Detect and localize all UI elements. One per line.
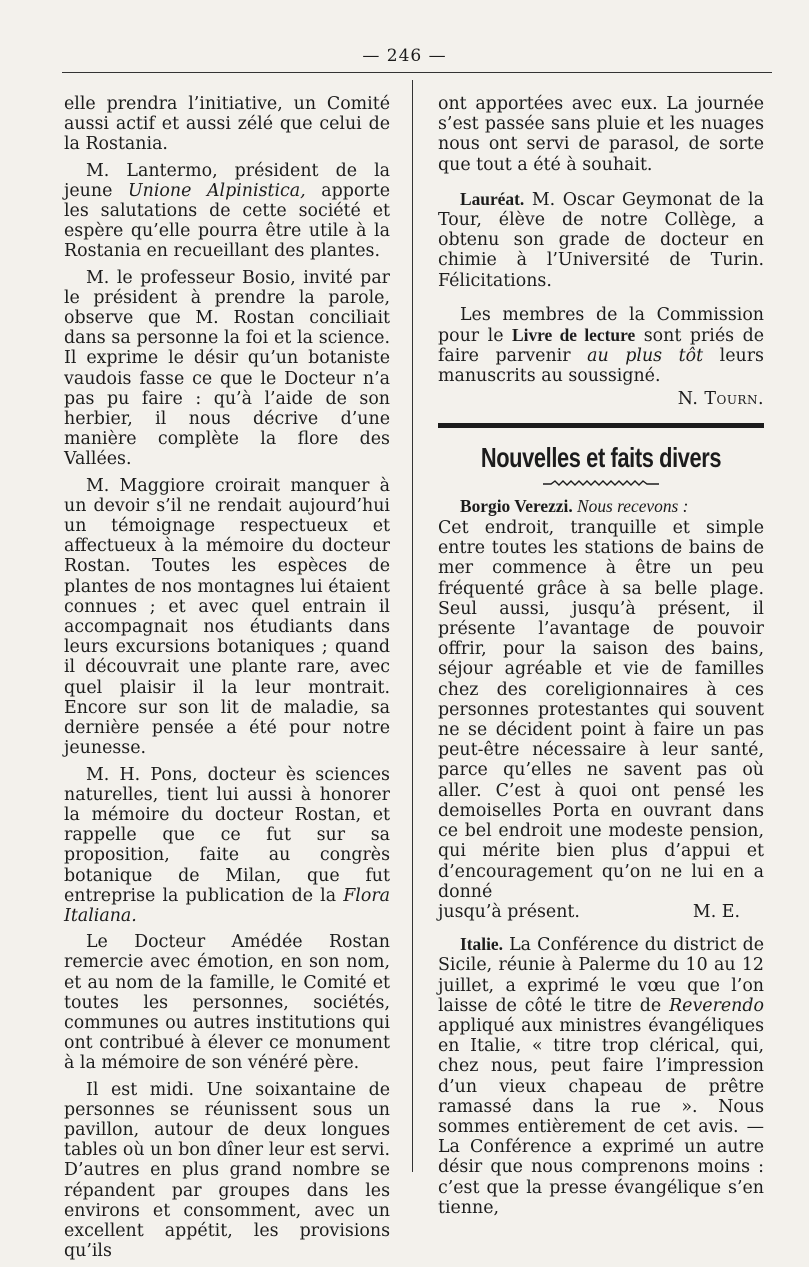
lantermo-text-end: apporte les salutations de cette société et espère qu’elle pourra être utile à la Rostania en recueillant des plantes. <box>64 180 390 262</box>
left-column <box>64 94 390 1267</box>
right-column <box>438 94 764 1224</box>
flourish-ornament <box>541 478 661 488</box>
signature-m-e: M. E. <box>692 901 740 922</box>
section-title: Nouvelles et faits divers <box>480 441 722 473</box>
lantermo-text-start: M. Lantermo, président de la jeune <box>64 160 390 201</box>
reverendo-italic: Reverendo <box>669 995 764 1016</box>
italie-text-start: La Conférence du district de Sicile, réunie à Palerme du 10 au 12 juillet, a exprimé le vœu que l’on laisse de côté le titre de <box>438 935 764 1016</box>
paragraph-bosio: M. le professeur Bosio, invité par le président à prendre la parole, observe que M. Rostan conciliait dans sa personne la foi et la science. Il exprime le désir qu’un botaniste vaudois fasse ce que le Docteur n’a pas pu faire : qu’à l’aide de son herbier, il nous décrive d’une manière complète la flore des Vallées. <box>64 267 390 470</box>
borgio-last-line: jusqu’à présent. <box>438 901 580 922</box>
borgio-text: Cet endroit, tranquille et simple entre toutes les stations de bains de mer commence à être un peu fréquenté grâce à sa belle plage. Seul aussi, jusqu’à présent, il présente l’avantage de pouvoir offrir, pour la saison des bains, séjour agréable et vie de familles chez des coreligionnaires à ces personnes protestantes qui souvent ne se décident point à faire un pas peut-être nécessaire à leur santé, parce qu’elles ne savent pas où aller. C’est à quoi ont pensé les demoiselles Porta en ouvrant dans ce bel endroit une modeste pension, qui mérite bien plus d’appui et d’encouragement qu’on ne lui en a donné <box>438 518 764 902</box>
livre-de-lecture-bold: Livre de lecture <box>512 325 636 346</box>
section-rule <box>438 423 764 428</box>
page-number: — 246 — <box>362 46 447 66</box>
commission-text-end: leurs manuscrits au soussigné. <box>438 346 764 387</box>
au-plus-tot-italic: au plus tôt <box>587 346 704 367</box>
italie-text-end: appliqué aux ministres évangéliques en Italie, « titre trop clérical, qui, chez nous, peut faire l’impression d’un vieux chapeau de prêtre ramassé dans la rue ». Nous sommes entièrement de cet avis. — La Conférence a exprimé un autre désir que nous comprenons moins : c’est que la presse évangélique s’en tienne, <box>438 1015 764 1218</box>
commission-text-start: Les membres de la Commission pour le <box>438 304 764 347</box>
signature-n-tourn: N. Tourn. <box>677 388 764 409</box>
borgio-closing-row <box>438 902 764 922</box>
paragraph-midi: Il est midi. Une soixantaine de personnes se réunissent sous un pavillon, autour de deux longues tables où un bon dîner leur est servi. D’autres en plus grand nombre se répandent par groupes dans les environs et consomment, avec un excellent appétit, les provisions qu’ils <box>64 1079 390 1262</box>
paragraph-amedee-rostan: Le Docteur Amédée Rostan remercie avec émotion, en son nom, et au nom de la famille, le Comité et toutes les personnes, sociétés, communes ou autres institutions qui ont contribué à élever ce monument à la mémoire de son vénéré père. <box>64 932 390 1074</box>
pons-text-start: M. H. Pons, docteur ès sciences naturelles, tient lui aussi à honorer la mémoire du docteur Rostan, et rappelle que ce fut sur sa proposition, faite au congrès botanique de Milan, que fut entreprise la publication de la <box>64 764 390 906</box>
italie-heading: Italie. <box>460 934 503 955</box>
paragraph-borgio-verezzi <box>438 496 764 902</box>
paragraph-maggiore: M. Maggiore croirait manquer à un devoir s’il ne rendait aujourd’hui un témoignage respectueux et affectueux à la mémoire du docteur Rostan. Toutes les espèces de plantes de nos montagnes lui étaient connues ; et avec quel entrain il accompagnait nos étudiants dans leurs excursions botaniques ; quand il découvrait une plante rare, avec quel plaisir il la leur montrait. Encore sur son lit de maladie, sa dernière pensée a été pour notre jeunesse. <box>64 475 390 759</box>
laureat-text: M. Oscar Geymonat de la Tour, élève de notre Collège, a obtenu son grade de docteur en chimie à l’Université de Turin. Félicitations. <box>438 189 764 291</box>
laureat-heading: Lauréat. <box>460 188 525 209</box>
borgio-heading <box>460 496 764 516</box>
flora-italiana-italic: Flora Italiana. <box>64 885 390 926</box>
column-divider <box>412 80 413 1172</box>
paragraph-lantermo <box>64 161 390 262</box>
paragraph-laureat <box>438 189 764 291</box>
paragraph-comite: elle prendra l’initiative, un Comité aussi actif et aussi zélé que celui de la Rostania. <box>64 94 390 155</box>
paragraph-italie <box>438 934 764 1218</box>
nous-recevons-italic: Nous recevons : <box>572 495 689 516</box>
borgio-heading-text: Borgio Verezzi. <box>460 495 573 516</box>
paragraph-pons <box>64 765 390 927</box>
unione-alpinistica-italic: Unione Alpinistica, <box>128 180 306 201</box>
paragraph-commission <box>438 305 764 387</box>
paragraph-journee: ont apportées avec eux. La journée s’est passée sans pluie et les nuages nous ont servi de parasol, de sorte que tout a été à souhait. <box>438 94 764 175</box>
header-rule <box>62 72 772 73</box>
commission-text-mid: sont priés de faire parvenir <box>438 326 764 367</box>
